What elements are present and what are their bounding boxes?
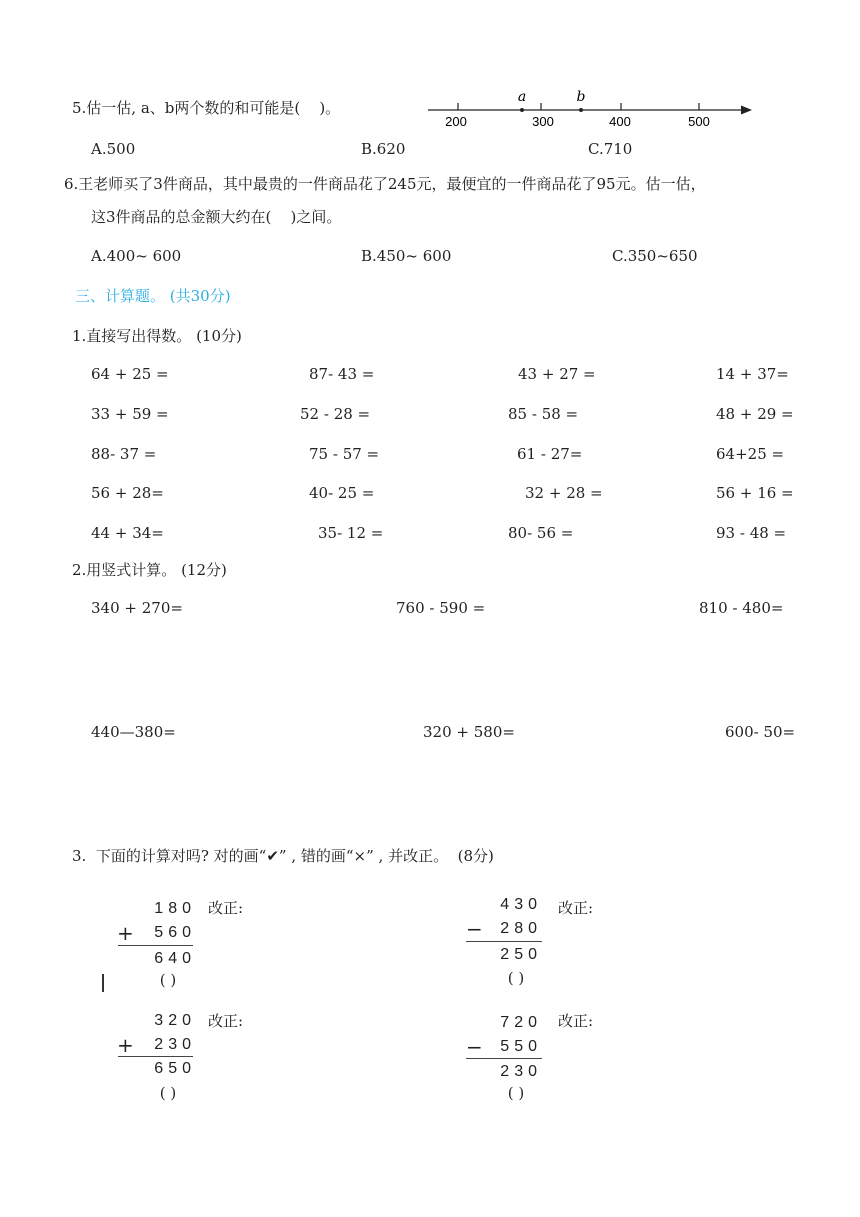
result-number: 250 [500, 946, 542, 963]
sum-line [118, 945, 193, 946]
correction-label: 改正: [558, 1012, 594, 1030]
top-number: 720 [500, 1014, 542, 1031]
bottom-number: 550 [500, 1038, 542, 1055]
oral-item: 33 + 59 = [91, 405, 169, 423]
oral-item: 64+25 = [716, 445, 785, 463]
result-number: 230 [500, 1063, 542, 1080]
oral-item: 43 + 27 = [518, 365, 596, 383]
tick-label-500: 500 [688, 114, 710, 129]
scan-mark [102, 974, 104, 992]
oral-item: 35- 12 = [318, 524, 384, 542]
correction-label: 改正: [208, 899, 244, 917]
bottom-number: 230 [154, 1036, 196, 1053]
q5-stem: 5.估一估, a、b两个数的和可能是( )。 [72, 99, 341, 117]
sum-line [118, 1056, 193, 1057]
q5-option-b: B.620 [361, 140, 406, 158]
oral-item: 44 + 34= [91, 524, 164, 542]
sub3-title: 3. 下面的计算对吗? 对的画“✔” , 错的画“×” , 并改正。 (8分) [72, 847, 494, 865]
oral-item: 88- 37 = [91, 445, 157, 463]
q5-option-c: C.710 [588, 140, 633, 158]
oral-item: 56 + 16 = [716, 484, 794, 502]
vertical-item: 600- 50= [725, 723, 796, 741]
correction-label: 改正: [558, 899, 594, 917]
section-3-title: 三、计算题。 (共30分) [75, 287, 231, 305]
point-b-label: b [576, 89, 586, 105]
tick-label-400: 400 [609, 114, 631, 129]
q6-option-c: C.350~650 [612, 247, 698, 265]
tick-label-300: 300 [532, 114, 554, 129]
top-number: 180 [154, 900, 196, 917]
vertical-item: 340 + 270= [91, 599, 183, 617]
oral-item: 87- 43 = [309, 365, 375, 383]
result-number: 640 [154, 950, 196, 967]
oral-item: 61 - 27= [517, 445, 583, 463]
vertical-item: 810 - 480= [699, 599, 784, 617]
q6-stem-line2: 这3件商品的总金额大约在( )之间。 [91, 208, 342, 226]
oral-item: 80- 56 = [508, 524, 574, 542]
difference-line [466, 1058, 542, 1059]
top-number: 430 [500, 896, 542, 913]
operator: + [117, 1033, 134, 1057]
correction-label: 改正: [208, 1012, 244, 1030]
q5-option-a: A.500 [91, 140, 136, 158]
point-a-label: a [517, 89, 527, 105]
q6-option-b: B.450~ 600 [361, 247, 452, 265]
point-a [520, 108, 524, 112]
difference-line [466, 941, 542, 942]
result-number: 650 [154, 1060, 196, 1077]
point-b [579, 108, 583, 112]
oral-item: 32 + 28 = [525, 484, 603, 502]
sub2-title: 2.用竖式计算。 (12分) [72, 561, 227, 579]
tick-label-200: 200 [445, 114, 467, 129]
sub1-title: 1.直接写出得数。 (10分) [72, 327, 242, 345]
bottom-number: 560 [154, 924, 196, 941]
oral-item: 93 - 48 = [716, 524, 787, 542]
vertical-item: 440—380= [91, 723, 176, 741]
answer-blank[interactable]: ( ) [507, 969, 525, 987]
operator: − [466, 917, 483, 941]
number-line [420, 84, 765, 134]
oral-item: 40- 25 = [309, 484, 375, 502]
answer-blank[interactable]: ( ) [507, 1084, 525, 1102]
operator: − [466, 1035, 483, 1059]
vertical-item: 760 - 590 = [396, 599, 486, 617]
oral-item: 64 + 25 = [91, 365, 169, 383]
bottom-number: 280 [500, 920, 542, 937]
q6-stem-line1: 6.王老师买了3件商品，其中最贵的一件商品花了245元，最便宜的一件商品花了95元。估一估， [64, 175, 706, 193]
oral-item: 52 - 28 = [300, 405, 371, 423]
operator: + [117, 921, 134, 945]
oral-item: 56 + 28= [91, 484, 164, 502]
answer-blank[interactable]: ( ) [159, 1084, 177, 1102]
answer-blank[interactable]: ( ) [159, 971, 177, 989]
oral-item: 75 - 57 = [309, 445, 380, 463]
oral-item: 48 + 29 = [716, 405, 794, 423]
oral-item: 85 - 58 = [508, 405, 579, 423]
vertical-item: 320 + 580= [423, 723, 515, 741]
top-number: 320 [154, 1012, 196, 1029]
oral-item: 14 + 37= [716, 365, 789, 383]
q6-option-a: A.400~ 600 [91, 247, 182, 265]
